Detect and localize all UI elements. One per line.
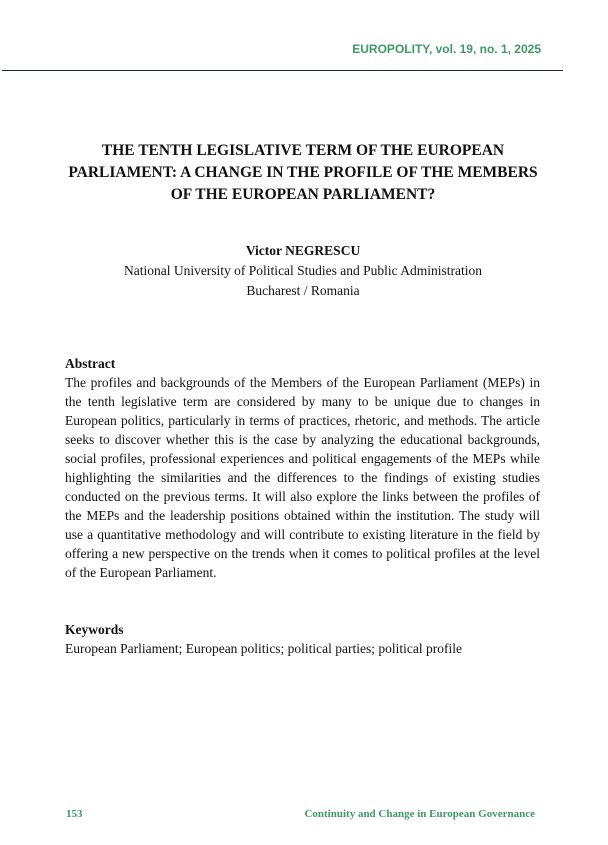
page-number: 153: [66, 808, 83, 820]
abstract-heading: Abstract: [65, 356, 116, 371]
journal-header: EUROPOLITY, vol. 19, no. 1, 2025: [352, 42, 541, 56]
footer-section-title: Continuity and Change in European Governance: [304, 808, 535, 820]
keywords-text: European Parliament; European politics; political parties; political profile: [65, 641, 463, 656]
keywords-heading: Keywords: [65, 622, 124, 637]
author-affiliation: National University of Political Studies and Public Administration: [123, 263, 483, 278]
author-block: [64, 241, 542, 301]
header-divider: [2, 70, 563, 71]
abstract-text: The profiles and backgrounds of the Members of the European Parliament (MEPs) in the tenth legislative term are considered by many to be unique due to changes in European politics, particularly in terms of practices, rhetoric, and methods. The article seeks to discover whether this is the case by analyzing the educational backgrounds, social profiles, professional experiences and political engagements of the MEPs while highlighting the similarities and the differences to the findings of existing studies conducted on the previous terms. It will also explore the links between the profiles of the MEPs and the leadership positions obtained within the institution. The study will use a quantitative methodology and will contribute to existing literature in the field by offering a new perspective on the trends when it comes to political profiles at the level of the European Parliament.: [65, 375, 540, 580]
author-location: Bucharest / Romania: [246, 283, 360, 298]
abstract-section: [65, 354, 540, 582]
article-title: THE TENTH LEGISLATIVE TERM OF THE EUROPEAN PARLIAMENT: A CHANGE IN THE PROFILE OF THE MEMBERS OF THE EUROPEAN PARLIAMENT?: [68, 142, 538, 203]
keywords-section: [65, 620, 540, 658]
author-name: Victor NEGRESCU: [245, 243, 361, 258]
